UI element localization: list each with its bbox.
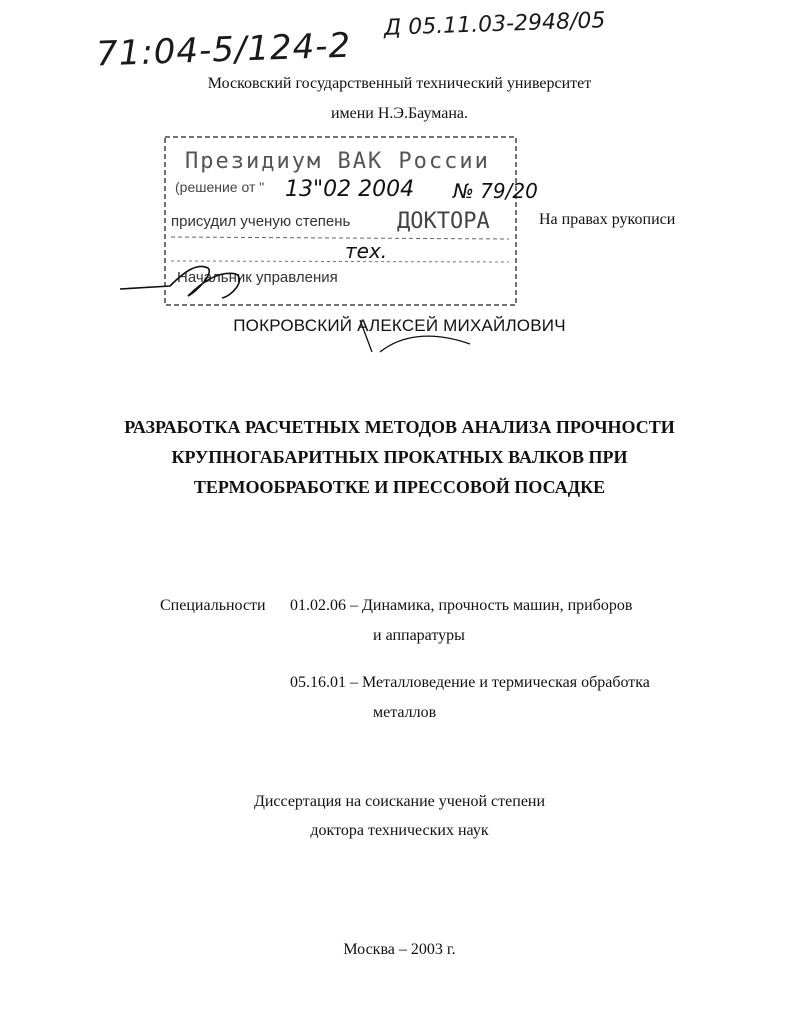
specialty-1-line2: и аппаратуры [373,627,465,644]
author-name: ПОКРОВСКИЙ АЛЕКСЕЙ МИХАЙЛОВИЧ [233,316,566,335]
stamp-handwritten-date: 13"02 2004 [285,177,415,202]
specialty-1-line1: 01.02.06 – Динамика, прочность машин, приборов [290,597,633,614]
title-line: ТЕРМООБРАБОТКЕ И ПРЕССОВОЙ ПОСАДКЕ [193,477,606,497]
manuscript-rights-note: На правах рукописи [539,211,676,228]
university-honorific: имени Н.Э.Баумана. [330,105,469,122]
specialty-2-line2: металлов [373,704,437,721]
handwritten-date-note: Д 05.11.03-2948/05 [383,8,606,41]
stamp-degree-name: ДОКТОРА [397,209,490,234]
dissertation-degree-line1: Диссертация на соискание ученой степени [253,793,546,810]
dissertation-title [0,412,799,502]
title-line: КРУПНОГАБАРИТНЫХ ПРОКАТНЫХ ВАЛКОВ ПРИ [171,447,628,467]
university-name: Московский государственный технический университет [207,75,592,92]
stamp-handwritten-field: тех. [345,239,388,263]
stamp-handwritten-number: № 79/20 [453,179,538,203]
specialty-2-line1: 05.16.01 – Металловедение и термическая обработка [290,674,650,691]
dissertation-degree-line2: доктора технических наук [310,822,489,839]
stamp-decision-prefix: (решение от " [175,179,265,195]
specialties-label: Специальности [160,597,266,614]
stamp-head-of-department: Начальник управления [177,269,338,286]
title-line: РАЗРАБОТКА РАСЧЕТНЫХ МЕТОДОВ АНАЛИЗА ПРОЧНОСТИ [124,417,675,437]
handwritten-registry-code: 71:04-5/124-2 [95,25,352,75]
stamp-awarded-degree: присудил ученую степень [171,213,351,230]
stamp-vak-title: Президиум ВАК России [185,149,490,174]
city-year: Москва – 2003 г. [343,941,456,958]
